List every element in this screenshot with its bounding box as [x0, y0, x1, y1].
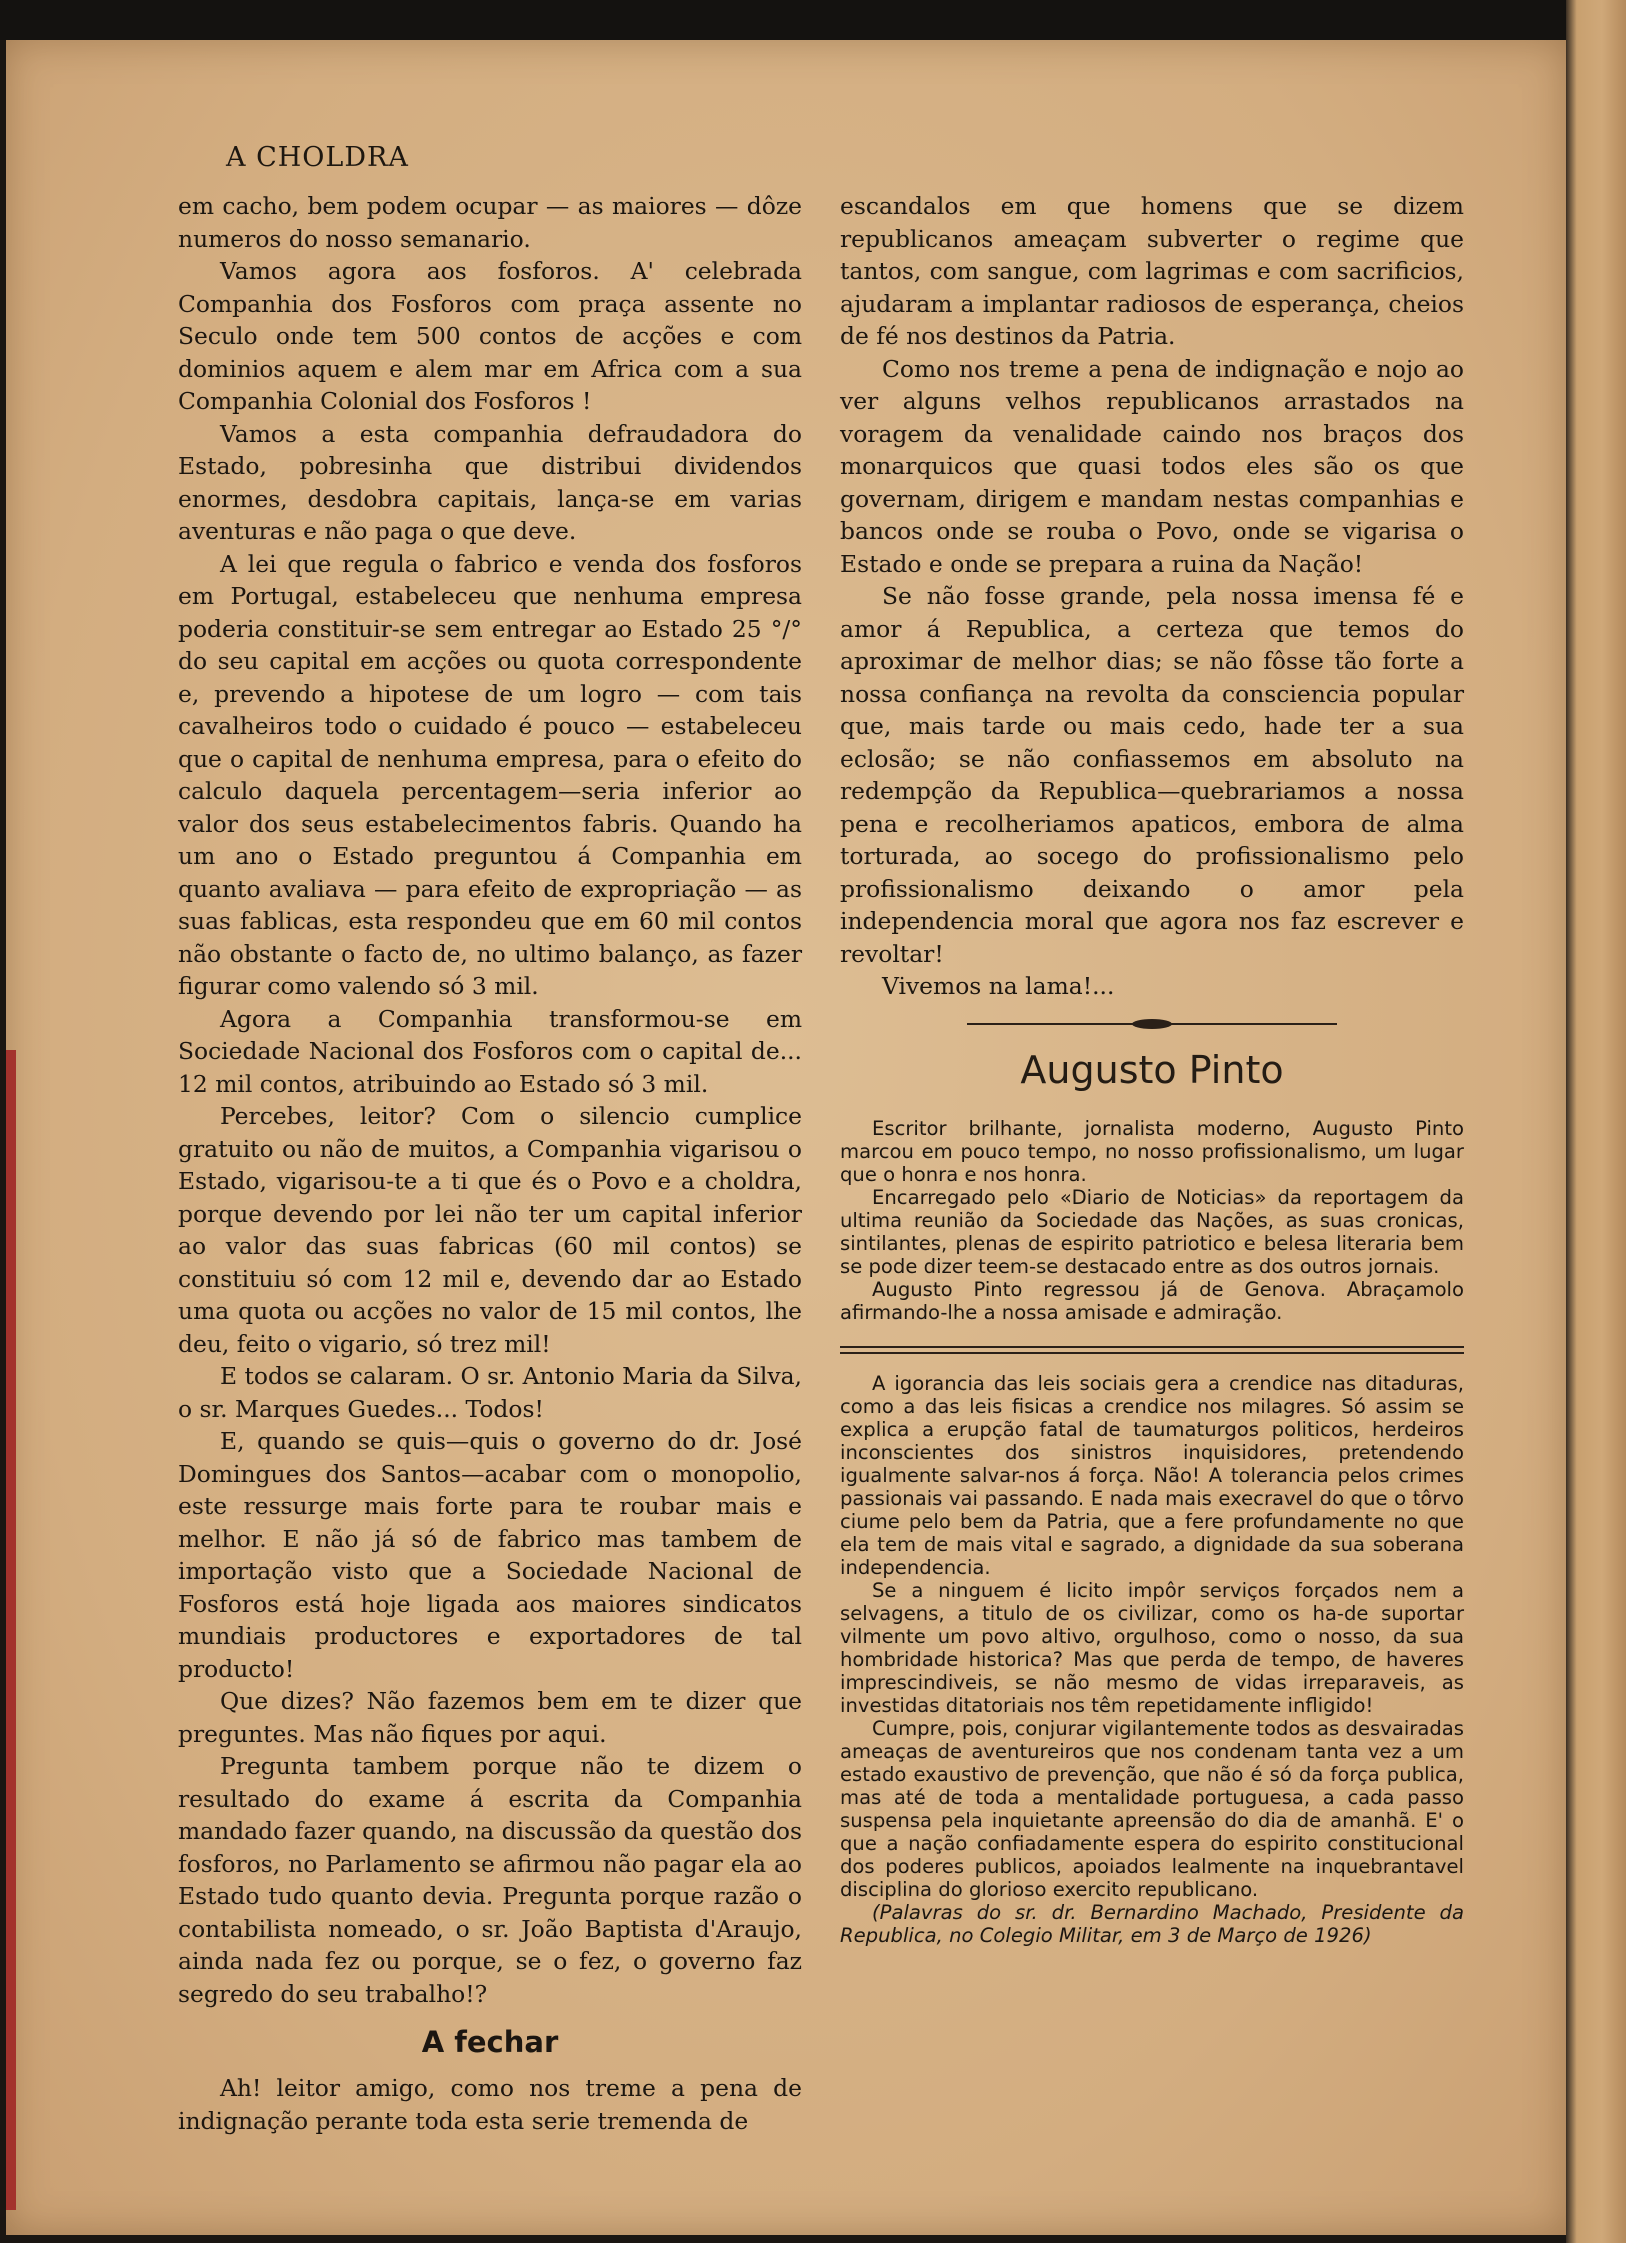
paragraph: Vamos agora aos fosforos. A' celebrada Companhia dos Fosforos com praça assente no Seculo onde tem 500 contos de acções e com dominios aquem e alem mar em Africa com a sua Companhia Colonial dos Fosforos ! [178, 257, 802, 415]
ornament-divider [967, 1023, 1337, 1025]
paragraph: em cacho, bem podem ocupar — as maiores — dôze numeros do nosso semanario. [178, 192, 802, 253]
right-column [840, 190, 1464, 1947]
paragraph: Vivemos na lama!... [882, 972, 1115, 1000]
left-column [178, 190, 802, 2137]
paragraph: Percebes, leitor? Com o silencio cumplice gratuito ou não de muitos, a Companhia vigarisou o Estado, vigarisou-te a ti que és o Povo e a choldra, porque devendo por lei não ter um capital inferior ao valor das suas fabricas (60 mil contos) se constituiu só com 12 mil e, devendo dar ao Estado uma quota ou acções no valor de 15 mil contos, lhe deu, feito o vigario, só trez mil! [178, 1102, 802, 1358]
binding-edge [6, 1050, 16, 2210]
paragraph: escandalos em que homens que se dizem republicanos ameaçam subverter o regime que tantos, com sangue, com lagrimas e com sacrificios, ajudaram a implantar radiosos de esperança, cheios de fé nos destinos da Patria. [840, 192, 1464, 350]
scan-top-border [0, 0, 1566, 40]
paragraph: Encarregado pelo «Diario de Noticias» da reportagem da ultima reunião da Sociedade das Nações, as suas cronicas, sintilantes, plenas de espirito patriotico e belesa literaria bem se pode dizer teem-se destacado entre as dos outros jornais. [840, 1185, 1464, 1278]
paragraph: E, quando se quis—quis o governo do dr. José Domingues dos Santos—acabar com o monopolio, este ressurge mais forte para te roubar mais e melhor. E não já só de fabrico mas tambem de importação visto que a Sociedade Nacional de Fosforos está hoje ligada aos maiores sindicatos mundiais productores e exportadores de tal producto! [178, 1427, 802, 1683]
paragraph: Que dizes? Não fazemos bem em te dizer que preguntes. Mas não fiques por aqui. [178, 1687, 802, 1748]
paragraph: A lei que regula o fabrico e venda dos fosforos em Portugal, estabeleceu que nenhuma empresa poderia constituir-se sem entregar ao Estado 25 °/° do seu capital em acções ou quota correspondente e, prevendo a hipotese de um logro — com tais cavalheiros todo o cuidado é pouco — estabeleceu que o capital de nenhuma empresa, para o efeito do calculo daquela percentagem—seria inferior ao valor dos seus estabelecimentos fabris. Quando ha um ano o Estado preguntou á Companhia em quanto avaliava — para efeito de expropriação — as suas fablicas, esta respondeu que em 60 mil contos não obstante o facto de, no ultimo balanço, as fazer figurar como valendo só 3 mil. [178, 549, 802, 1000]
paragraph: Agora a Companhia transformou-se em Sociedade Nacional dos Fosforos com o capital de... 12 mil contos, atribuindo ao Estado só 3 mil. [178, 1004, 802, 1098]
paragraph: Se não fosse grande, pela nossa imensa fé e amor á Republica, a certeza que temos do aproximar de melhor dias; se não fôsse tão forte a nossa confiança na revolta da consciencia popular que, mais tarde ou mais cedo, hade ter a sua eclosão; se não confiassemos em absoluto na redempção da Republica—quebrariamos a nossa pena e recolheriamos apaticos, embora de alma torturada, ao socego do profissionalismo pelo profissionalismo deixando o amor pela independencia moral que agora nos faz escrever e revoltar! [840, 582, 1464, 968]
page-header: A CHOLDRA [226, 142, 409, 173]
paragraph: Vamos a esta companhia defraudadora do Estado, pobresinha que distribui dividendos enormes, desdobra capitais, lança-se em varias aventuras e não paga o que deve. [178, 419, 802, 545]
paragraph: Augusto Pinto regressou já de Genova. Abraçamolo afirmando-lhe a nossa amisade e admiração. [840, 1277, 1464, 1324]
next-page-edge [1566, 0, 1626, 2243]
quote-block [840, 1372, 1464, 1947]
paragraph: Escritor brilhante, jornalista moderno, Augusto Pinto marcou em pouco tempo, no nosso profissionalismo, um lugar que o honra e nos honra. [840, 1116, 1464, 1186]
paragraph: Cumpre, pois, conjurar vigilantemente todos as desvairadas ameaças de aventureiros que nos condenam tanta vez a um estado exaustivo de prevenção, que não é só da força publica, mas até de toda a mentalidade portuguesa, a cada passo suspensa pela inquietante apreensão do dia de amanhã. E' o que a nação confiadamente espera do espirito constitucional dos poderes publicos, apoiados lealmente na inquebrantavel disciplina do glorioso exercito republicano. [840, 1716, 1464, 1901]
section-title: A fechar [421, 2025, 559, 2059]
attribution: (Palavras do sr. dr. Bernardino Machado, Presidente da Republica, no Colegio Militar, em 3 de Março de 1926) [840, 1900, 1464, 1947]
paragraph: Se a ninguem é licito impôr serviços forçados nem a selvagens, a titulo de os civilizar, como os ha-de suportar vilmente um povo altivo, orgulhoso, como o nosso, da sua hombridade historica? Mas que perda de tempo, de haveres imprescindiveis, se não mesmo de vidas irreparaveis, as investidas ditatoriais nos têm repetidamente infligido! [840, 1578, 1464, 1717]
paragraph: A igorancia das leis sociais gera a crendice nas ditaduras, como a das leis fisicas a crendice nos milagres. Só assim se explica a erupção fatal de taumaturgos politicos, herdeiros inconscientes dos sinistros inquisidores, pretendendo igualmente salvar-nos á força. Não! A tolerancia pelos crimes passionais vai passando. E nada mais execravel do que o tôrvo ciume pelo bem da Patria, que a fere profundamente no que ela tem de mais vital e sagrado, a dignidade da sua soberana independencia. [840, 1371, 1464, 1579]
bio-block [840, 1117, 1464, 1324]
paragraph: Ah! leitor amigo, como nos treme a pena de indignação perante toda esta serie tremenda de [178, 2074, 802, 2135]
paragraph: Como nos treme a pena de indignação e nojo ao ver alguns velhos republicanos arrastados na voragem da venalidade caindo nos braços dos monarquicos que quasi todos eles são os que governam, dirigem e mandam nestas companhias e bancos onde se rouba o Povo, onde se vigarisa o Estado e onde se prepara a ruina da Nação! [840, 354, 1464, 578]
paragraph: Pregunta tambem porque não te dizem o resultado do exame á escrita da Companhia mandado fazer quando, na discussão da questão dos fosforos, no Parlamento se afirmou não pagar ela ao Estado tudo quanto devia. Pregunta porque razão o contabilista nomeado, o sr. João Baptista d'Araujo, ainda nada fez ou porque, se o fez, o governo faz segredo do seu trabalho!? [178, 1752, 802, 2008]
double-divider [840, 1346, 1464, 1354]
bio-title: Augusto Pinto [1020, 1047, 1284, 1092]
paragraph: E todos se calaram. O sr. Antonio Maria da Silva, o sr. Marques Guedes... Todos! [178, 1362, 802, 1423]
